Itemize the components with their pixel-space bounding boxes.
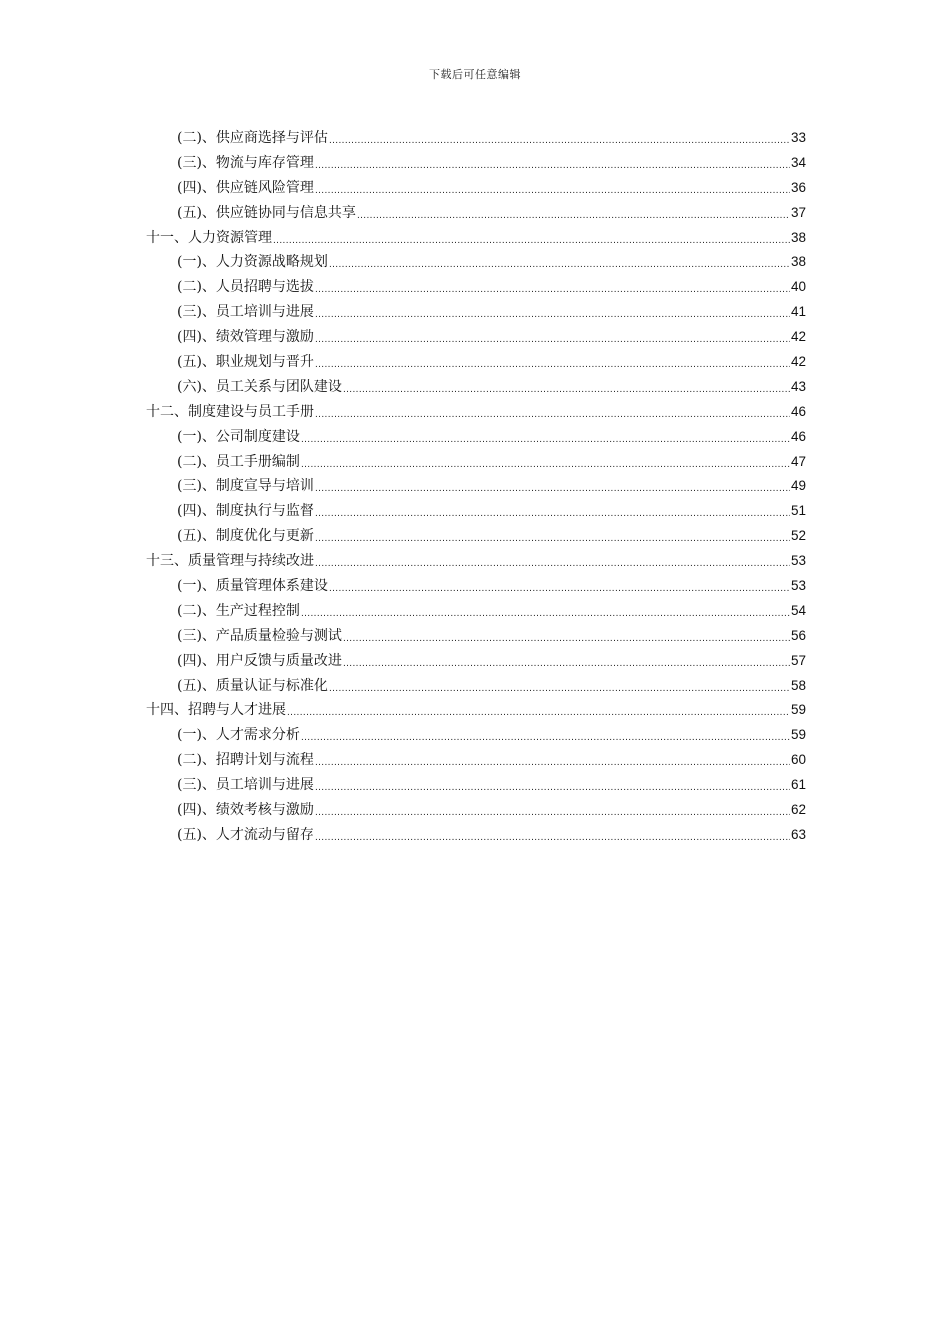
toc-page-number: 33 [790,130,806,145]
toc-dot-leader [329,251,790,278]
toc-section-entry[interactable] [146,375,806,400]
toc-section-entry[interactable] [146,450,806,475]
toc-dot-leader [315,550,790,577]
toc-page-number: 60 [790,752,806,768]
toc-section-entry[interactable] [146,474,806,499]
toc-page-number: 51 [790,503,806,519]
toc-entry-title: (二)、招聘计划与流程 [177,752,314,769]
toc-entry-title: (二)、人员招聘与选拔 [177,279,314,296]
toc-section-entry[interactable] [146,748,806,773]
toc-entry-title: (四)、制度执行与监督 [177,503,314,520]
toc-section-entry[interactable] [146,425,806,450]
toc-page-number: 34 [790,154,806,170]
toc-entry-title: (四)、供应链风险管理 [177,179,314,196]
toc-section-entry[interactable] [146,624,806,649]
page-header: 下载后可任意编辑 [429,68,521,81]
toc-entry-title: 十二、制度建设与员工手册 [146,403,314,420]
toc-chapter-entry[interactable] [146,698,806,723]
toc-page-number: 63 [790,826,806,842]
toc-section-entry[interactable] [146,773,806,798]
toc-dot-leader [315,301,790,328]
toc-section-entry[interactable] [146,201,806,226]
toc-page-number: 53 [790,553,806,569]
toc-chapter-entry[interactable] [146,226,806,251]
toc-section-entry[interactable] [146,524,806,549]
toc-dot-leader [329,675,790,702]
toc-dot-leader [315,152,790,179]
toc-entry-title: (五)、质量认证与标准化 [177,677,328,694]
toc-dot-leader [315,824,790,851]
toc-section-entry[interactable] [146,574,806,599]
toc-entry-title: (六)、员工关系与团队建设 [177,378,342,395]
toc-entry-title: (五)、人才流动与留存 [177,826,314,843]
toc-page-number: 41 [790,304,806,320]
toc-page-number: 46 [790,403,806,419]
toc-chapter-entry[interactable] [146,400,806,425]
toc-dot-leader [357,202,790,229]
toc-entry-title: (二)、员工手册编制 [177,453,300,470]
toc-page-number: 59 [790,702,806,718]
toc-dot-leader [301,600,790,627]
toc-entry-title: (四)、绩效管理与激励 [177,329,314,346]
toc-dot-leader [301,451,790,478]
toc-section-entry[interactable] [146,674,806,699]
toc-page-number: 38 [790,229,806,245]
toc-page-number: 56 [790,627,806,643]
toc-section-entry[interactable] [146,300,806,325]
toc-section-entry[interactable] [146,275,806,300]
toc-entry-title: (三)、制度宣导与培训 [177,478,314,495]
toc-page-number: 42 [790,354,806,370]
toc-dot-leader [301,426,790,453]
toc-entry-title: (五)、供应链协同与信息共享 [177,204,356,221]
toc-entry-title: (二)、供应商选择与评估 [177,130,328,146]
toc-section-entry[interactable] [146,723,806,748]
toc-entry-title: (一)、人力资源战略规划 [177,254,328,271]
toc-page-number: 47 [790,453,806,469]
toc-dot-leader [343,625,790,652]
toc-section-entry[interactable] [146,176,806,201]
toc-entry-title: (一)、公司制度建设 [177,428,300,445]
toc-dot-leader [315,401,790,428]
toc-page-number: 54 [790,602,806,618]
toc-dot-leader [343,650,790,677]
toc-page-number: 52 [790,528,806,544]
toc-entry-title: (五)、制度优化与更新 [177,528,314,545]
toc-dot-leader [315,351,790,378]
toc-dot-leader [329,127,790,154]
toc-dot-leader [287,699,790,726]
toc-dot-leader [315,276,790,303]
toc-page-number: 40 [790,279,806,295]
toc-section-entry[interactable] [146,126,806,151]
toc-page-number: 61 [790,777,806,793]
toc-entry-title: (四)、绩效考核与激励 [177,802,314,819]
toc-section-entry[interactable] [146,325,806,350]
toc-dot-leader [329,575,790,602]
toc-dot-leader [315,177,790,204]
toc-chapter-entry[interactable] [146,549,806,574]
toc-page-number: 42 [790,329,806,345]
toc-dot-leader [315,774,790,801]
toc-entry-title: (三)、物流与库存管理 [177,154,314,171]
toc-dot-leader [301,724,790,751]
toc-page-number: 43 [790,378,806,394]
table-of-contents [146,126,806,848]
toc-dot-leader [315,475,790,502]
toc-entry-title: 十四、招聘与人才进展 [146,702,286,719]
toc-page-number: 37 [790,204,806,220]
toc-page-number: 53 [790,578,806,594]
toc-page-number: 58 [790,677,806,693]
toc-page-number: 59 [790,727,806,743]
toc-entry-title: (五)、职业规划与晋升 [177,354,314,371]
toc-entry-title: (二)、生产过程控制 [177,602,300,619]
toc-entry-title: (一)、人才需求分析 [177,727,300,744]
toc-page-number: 57 [790,652,806,668]
toc-dot-leader [273,227,790,254]
toc-section-entry[interactable] [146,823,806,848]
toc-section-entry[interactable] [146,649,806,674]
toc-page-number: 62 [790,802,806,818]
toc-page-number: 49 [790,478,806,494]
toc-entry-title: (三)、员工培训与进展 [177,304,314,321]
toc-section-entry[interactable] [146,151,806,176]
toc-entry-title: 十三、质量管理与持续改进 [146,553,314,570]
toc-page-number: 36 [790,179,806,195]
toc-dot-leader [315,525,790,552]
toc-section-entry[interactable] [146,599,806,624]
toc-dot-leader [315,799,790,826]
toc-section-entry[interactable] [146,798,806,823]
toc-entry-title: 十一、人力资源管理 [146,229,272,246]
toc-page-number: 38 [790,254,806,270]
toc-section-entry[interactable] [146,499,806,524]
toc-dot-leader [315,326,790,353]
toc-entry-title: (四)、用户反馈与质量改进 [177,652,342,669]
toc-entry-title: (三)、产品质量检验与测试 [177,627,342,644]
toc-dot-leader [315,749,790,776]
toc-page-number: 46 [790,428,806,444]
toc-entry-title: (一)、质量管理体系建设 [177,578,328,595]
toc-dot-leader [343,376,790,403]
toc-section-entry[interactable] [146,250,806,275]
toc-entry-title: (三)、员工培训与进展 [177,777,314,794]
toc-section-entry[interactable] [146,350,806,375]
toc-dot-leader [315,500,790,527]
